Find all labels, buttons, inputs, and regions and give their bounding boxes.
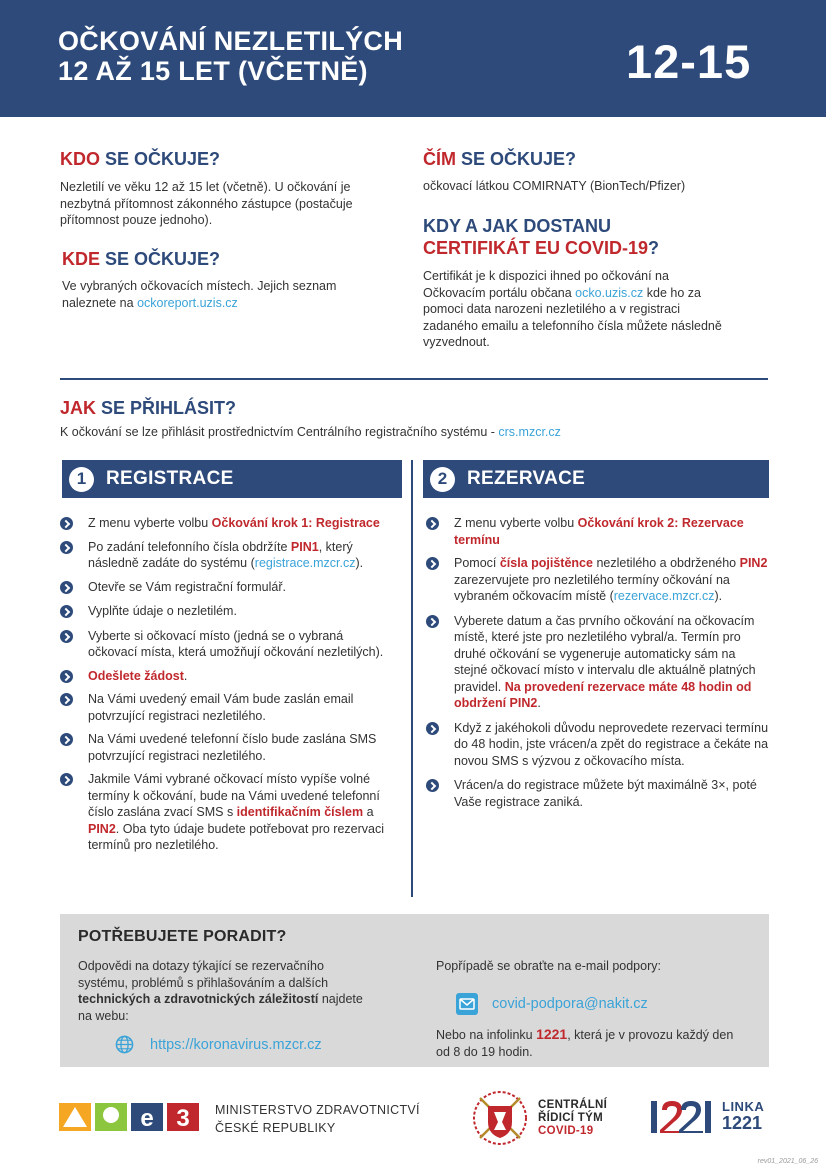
- title-line-1: OČKOVÁNÍ NEZLETILÝCH: [58, 26, 404, 56]
- linka-text: LINKA 1221: [722, 1099, 765, 1133]
- list-item: Na Vámi uvedený email Vám bude zaslán email potvrzující registraci nezletilého.: [60, 691, 385, 724]
- chevron-right-icon: [60, 773, 73, 786]
- revision-label: rev01_2021_06_26: [757, 1158, 818, 1165]
- ministry-name: MINISTERSTVO ZDRAVOTNICTVÍ ČESKÉ REPUBLIKY: [215, 1103, 420, 1135]
- help-title: POTŘEBUJETE PORADIT?: [78, 928, 287, 945]
- chevron-right-icon: [60, 517, 73, 530]
- chevron-right-icon: [60, 733, 73, 746]
- cert-heading: KDY A JAK DOSTANU CERTIFIKÁT EU COVID-19?: [423, 216, 660, 258]
- page-header: [0, 0, 826, 117]
- koronavirus-link[interactable]: https://koronavirus.mzcr.cz: [150, 1036, 322, 1053]
- linka-logo: [650, 1098, 712, 1136]
- rezervace-title: REZERVACE: [467, 468, 586, 489]
- list-item: Odešlete žádost.: [60, 668, 385, 685]
- footer: [0, 1080, 826, 1169]
- chevron-right-icon: [60, 630, 73, 643]
- kde-text: Ve vybraných očkovacích místech. Jejich seznam naleznete na ockoreport.uzis.cz: [62, 279, 337, 310]
- web-link-row[interactable]: [115, 1035, 322, 1054]
- list-item: Na Vámi uvedené telefonní číslo bude zaslána SMS potvrzující registraci nezletilého.: [60, 731, 385, 764]
- crt-name: CENTRÁLNÍ ŘÍDICÍ TÝM COVID-19: [538, 1099, 608, 1137]
- list-item: Vyberte si očkovací místo (jedná se o vybraná očkovací místa, která umožňují očkování nezletilých).: [60, 628, 385, 661]
- cim-heading: ČÍM SE OČKUJE?: [423, 149, 577, 169]
- help-box: [60, 914, 769, 1067]
- chevron-right-icon: [426, 517, 439, 530]
- list-item: Z menu vyberte volbu Očkování krok 2: Rezervace termínu: [426, 515, 771, 548]
- kdo-section: [60, 148, 380, 229]
- column-divider: [411, 460, 413, 897]
- list-item: Vyplňte údaje o nezletilém.: [60, 603, 385, 620]
- email-link[interactable]: covid-podpora@nakit.cz: [492, 996, 648, 1012]
- step-2-badge: 2: [430, 467, 455, 492]
- cert-text: Certifikát je k dispozici ihned po očkování na Očkovacím portálu občana ocko.uzis.cz kde ho za pomoci data narozeni nezletilého a v registraci zadaného emailu a telefonního čísla můžete následně vyzvednout.: [423, 269, 722, 349]
- chevron-right-icon: [60, 693, 73, 706]
- crt-emblem: [472, 1090, 528, 1146]
- list-item: Když z jakéhokoli důvodu neprovedete rezervaci termínu do 48 hodin, jste vrácen/a zpět do registrace a čekáte na novou SMS s výzvou z očkovacího místa.: [426, 720, 771, 770]
- registrace-list: [60, 515, 385, 854]
- rezervace-list: [426, 515, 771, 810]
- globe-icon: [115, 1035, 134, 1054]
- svg-text:3: 3: [176, 1105, 190, 1132]
- list-item: Otevře se Vám registrační formulář.: [60, 579, 385, 596]
- crs-link[interactable]: crs.mzcr.cz: [498, 425, 561, 439]
- kdo-text: Nezletilí ve věku 12 až 15 let (včetně). U očkování je nezbytná přítomnost zákonného zástupce (postačuje přítomnost pouze jednoho).: [60, 180, 353, 227]
- chevron-right-icon: [426, 779, 439, 792]
- cert-section: [423, 215, 768, 351]
- ocko-link[interactable]: ocko.uzis.cz: [575, 285, 644, 300]
- age-range: 12-15: [626, 35, 752, 88]
- chevron-right-icon: [426, 557, 439, 570]
- svg-text:e: e: [140, 1105, 154, 1132]
- section-divider: [60, 378, 768, 380]
- chevron-right-icon: [60, 670, 73, 683]
- help-left-text: Odpovědi na dotazy týkající se rezervačního systému, problémů s přihlašováním a dalších technických a zdravotnických záležitostí najdete na webu:: [78, 959, 363, 1023]
- chevron-right-icon: [60, 581, 73, 594]
- cim-text: očkovací látkou COMIRNATY (BionTech/Pfizer): [423, 179, 686, 193]
- jak-section: [60, 397, 768, 441]
- registrace-header: [62, 460, 402, 498]
- chevron-right-icon: [426, 722, 439, 735]
- jak-text: K očkování se lze přihlásit prostřednictvím Centrálního registračního systému - crs.mzcr.cz: [60, 425, 561, 439]
- jak-heading: JAK SE PŘIHLÁSIT?: [60, 398, 237, 418]
- chevron-right-icon: [60, 605, 73, 618]
- list-item: Jakmile Vámi vybrané očkovací místo vypíše volné termíny k očkování, bude na Vámi uvedené telefonní číslo zaslána zvací SMS s identifikačním číslem a PIN2. Oba tyto údaje budete potřebovat pro rezervaci termínů pro nezletilého.: [60, 771, 385, 854]
- cim-section: [423, 148, 763, 195]
- help-right-text: Popřípadě se obraťte na e-mail podpory:: [436, 959, 661, 973]
- page-title: [58, 26, 403, 86]
- email-row[interactable]: [456, 993, 648, 1015]
- step-1-badge: 1: [69, 467, 94, 492]
- list-item: Pomocí čísla pojištěnce nezletilého a obdrženého PIN2 zarezervujete pro nezletilého termíny očkování na vybraném očkovacím místě (rezervace.mzcr.cz).: [426, 555, 771, 605]
- list-item: Vrácen/a do registrace můžete být maximálně 3×, poté Vaše registrace zaniká.: [426, 777, 771, 810]
- hotline-text: Nebo na infolinku 1221, která je v provozu každý den od 8 do 19 hodin.: [436, 1026, 734, 1059]
- rezervace-link[interactable]: rezervace.mzcr.cz: [613, 589, 715, 603]
- kdo-heading: KDO SE OČKUJE?: [60, 149, 221, 169]
- registrace-title: REGISTRACE: [106, 468, 234, 489]
- kde-heading: KDE SE OČKUJE?: [62, 249, 221, 269]
- list-item: Z menu vyberte volbu Očkování krok 1: Registrace: [60, 515, 385, 532]
- rezervace-header: [423, 460, 769, 498]
- envelope-icon: [456, 993, 478, 1015]
- registrace-link[interactable]: registrace.mzcr.cz: [254, 556, 356, 570]
- title-line-2: 12 AŽ 15 LET (VČETNĚ): [58, 56, 368, 86]
- list-item: Vyberete datum a čas prvního očkování na očkovacím místě, které jste pro nezletilého vybral/a. Termín pro druhé očkování se vygeneruje automaticky sám na stejné očkovací místo v intervalu dle aktuálně platných pravidel. Na provedení rezervace máte 48 hodin od obdržení PIN2.: [426, 613, 771, 712]
- ockoreport-link[interactable]: ockoreport.uzis.cz: [137, 295, 238, 310]
- chevron-right-icon: [426, 615, 439, 628]
- kde-section: [62, 248, 382, 311]
- ministry-logo: [59, 1101, 199, 1133]
- chevron-right-icon: [60, 541, 73, 554]
- list-item: Po zadání telefonního čísla obdržíte PIN1, který následně zadáte do systému (registrace.mzcr.cz).: [60, 539, 385, 572]
